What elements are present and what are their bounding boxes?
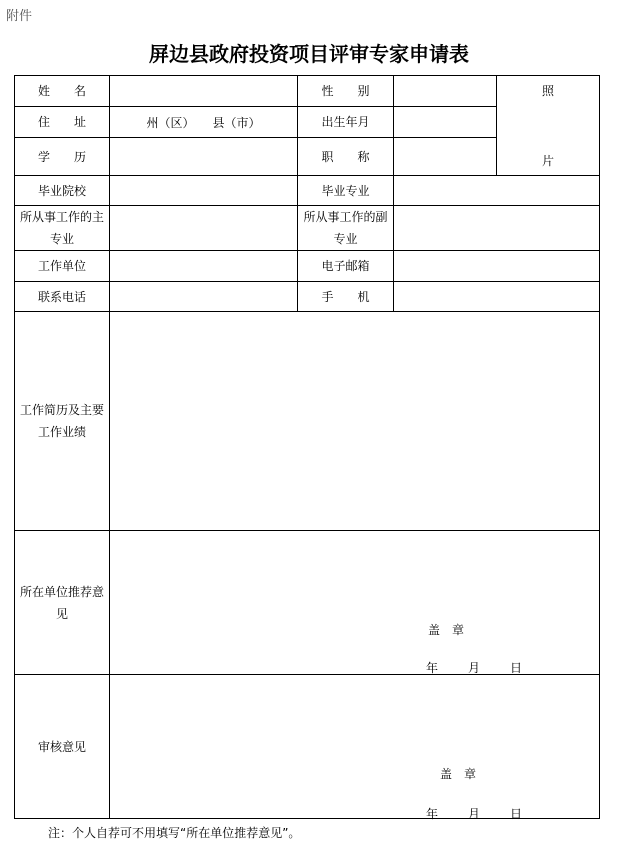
school-label: 毕业院校: [15, 176, 110, 206]
email-label: 电子邮箱: [298, 251, 394, 282]
address-placeholder: 州（区） 县（市）: [146, 115, 261, 130]
resume-field[interactable]: [110, 312, 600, 531]
employer-field[interactable]: [110, 251, 298, 282]
attachment-label: 附件: [6, 9, 33, 24]
name-label: 姓 名: [15, 76, 110, 107]
recommendation-date: [426, 659, 522, 676]
main-specialty-label: 所从事工作的主专业: [15, 206, 110, 251]
phone-field[interactable]: [110, 282, 298, 312]
recommendation-field[interactable]: [110, 531, 600, 675]
date-day: 日: [510, 661, 523, 675]
date-day: 日: [510, 807, 523, 821]
phone-label: 联系电话: [15, 282, 110, 312]
review-stamp: 盖 章: [440, 767, 477, 781]
title-rank-label: 职 称: [298, 138, 394, 176]
gender-label: 性 别: [298, 76, 394, 107]
date-month: 月: [468, 807, 481, 821]
gender-field[interactable]: [394, 76, 497, 107]
address-field[interactable]: [110, 107, 298, 138]
birth-field[interactable]: [394, 107, 497, 138]
major-field[interactable]: [394, 176, 600, 206]
page-title: 屏边县政府投资项目评审专家申请表: [149, 42, 469, 66]
email-field[interactable]: [394, 251, 600, 282]
recommendation-label: 所在单位推荐意见: [15, 531, 110, 675]
review-field[interactable]: [110, 675, 600, 819]
school-field[interactable]: [110, 176, 298, 206]
address-label: 住 址: [15, 107, 110, 138]
major-label: 毕业专业: [298, 176, 394, 206]
review-label: 审核意见: [15, 675, 110, 819]
resume-label: 工作简历及主要工作业绩: [15, 312, 110, 531]
photo-label-top: 照: [541, 84, 554, 98]
date-month: 月: [468, 661, 481, 675]
name-field[interactable]: [110, 76, 298, 107]
employer-label: 工作单位: [15, 251, 110, 282]
date-year: 年: [426, 661, 439, 675]
birth-label: 出生年月: [298, 107, 394, 138]
sub-specialty-label: 所从事工作的副专业: [298, 206, 394, 251]
photo-label-bottom: 片: [541, 154, 554, 168]
mobile-field[interactable]: [394, 282, 600, 312]
mobile-label: 手 机: [298, 282, 394, 312]
main-specialty-field[interactable]: [110, 206, 298, 251]
photo-box[interactable]: [497, 76, 600, 176]
footnote: 注：个人自荐可不用填写“所在单位推荐意见”。: [48, 826, 301, 840]
review-date: [426, 805, 522, 822]
date-year: 年: [426, 807, 439, 821]
recommendation-stamp: 盖 章: [428, 623, 465, 637]
education-field[interactable]: [110, 138, 298, 176]
education-label: 学 历: [15, 138, 110, 176]
sub-specialty-field[interactable]: [394, 206, 600, 251]
title-rank-field[interactable]: [394, 138, 497, 176]
application-form: [14, 75, 600, 819]
